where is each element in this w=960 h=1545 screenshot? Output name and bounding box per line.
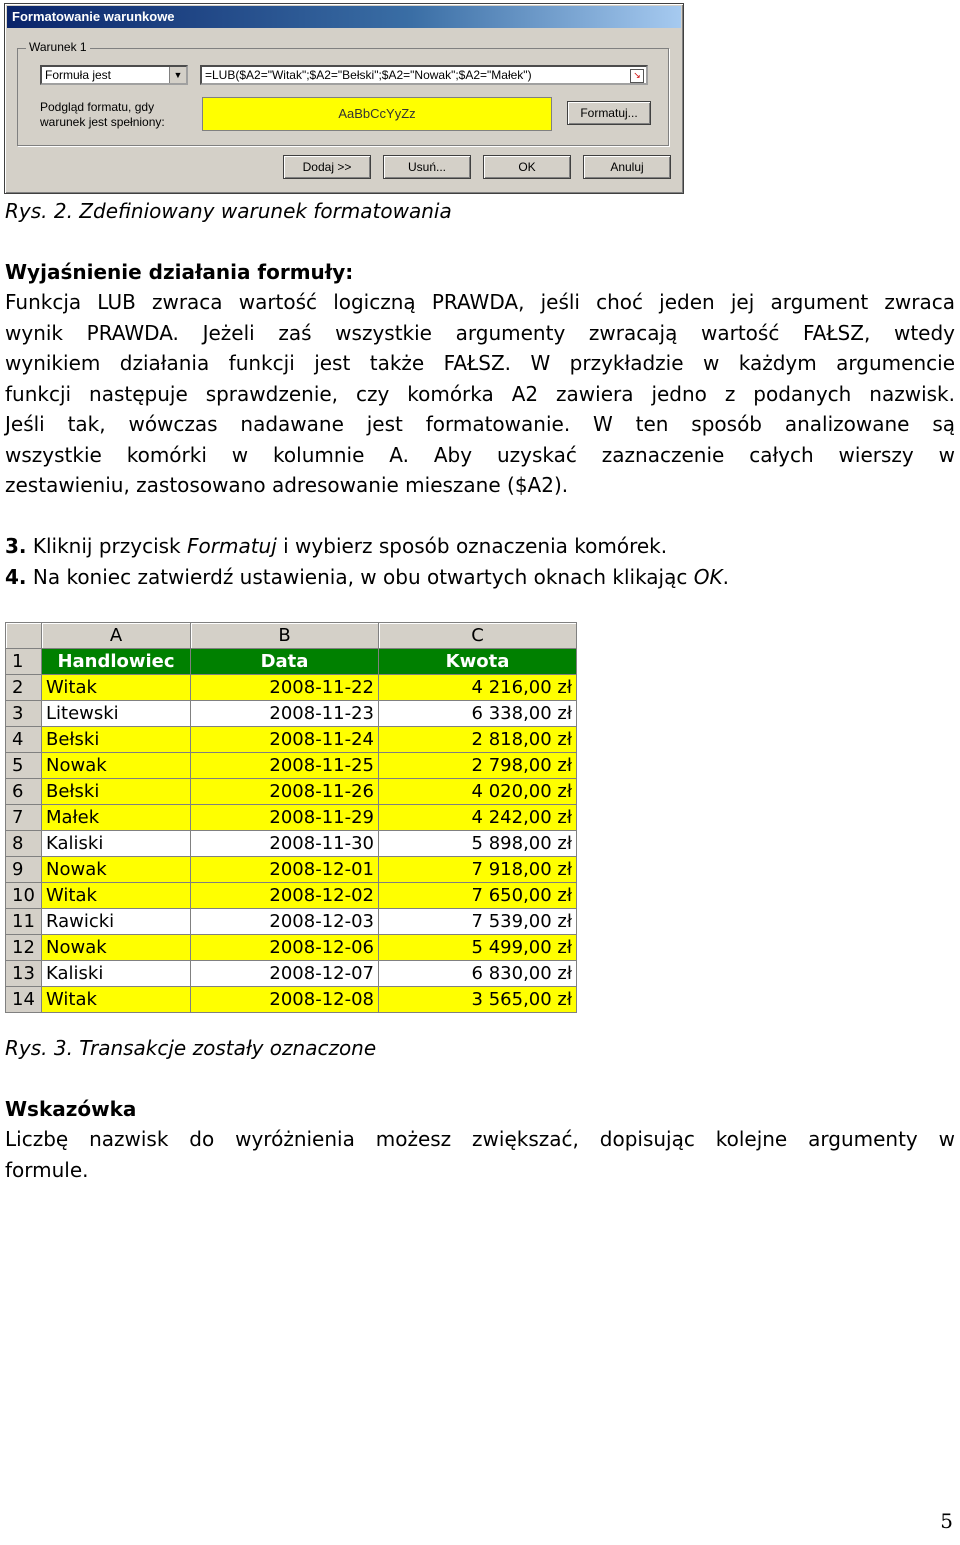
row-header[interactable]: 12 bbox=[6, 935, 42, 961]
row-header[interactable]: 3 bbox=[6, 701, 42, 727]
paragraph-line: funkcji następuje sprawdzenie, czy komórka A2 zawiera jedno z podanych nazwisk. bbox=[5, 381, 955, 406]
row-header[interactable]: 9 bbox=[6, 857, 42, 883]
amount-cell[interactable]: 7 650,00 zł bbox=[379, 883, 577, 909]
date-cell[interactable]: 2008-11-23 bbox=[191, 701, 379, 727]
select-all-corner[interactable] bbox=[6, 623, 42, 649]
table-row bbox=[6, 727, 577, 753]
step-text: Kliknij przycisk bbox=[26, 534, 187, 558]
name-cell[interactable]: Litewski bbox=[42, 701, 191, 727]
condition-group bbox=[17, 40, 669, 146]
paragraph-line: formule. bbox=[5, 1157, 89, 1182]
date-cell[interactable]: 2008-12-08 bbox=[191, 987, 379, 1013]
explanation-paragraph bbox=[5, 287, 955, 501]
amount-cell[interactable]: 7 539,00 zł bbox=[379, 909, 577, 935]
table-row bbox=[6, 961, 577, 987]
date-cell[interactable]: 2008-12-03 bbox=[191, 909, 379, 935]
table-row bbox=[6, 675, 577, 701]
step-number: 3. bbox=[5, 534, 27, 558]
name-cell[interactable]: Kaliski bbox=[42, 961, 191, 987]
preview-label-line2: warunek jest spełniony: bbox=[40, 115, 165, 129]
table-row bbox=[6, 909, 577, 935]
conditional-formatting-dialog bbox=[4, 3, 684, 194]
chevron-down-icon[interactable]: ▼ bbox=[169, 67, 186, 83]
name-cell[interactable]: Nowak bbox=[42, 935, 191, 961]
condition-type-value: Formuła jest bbox=[45, 68, 112, 82]
column-header[interactable]: B bbox=[191, 623, 379, 649]
date-cell[interactable]: 2008-12-01 bbox=[191, 857, 379, 883]
table-row bbox=[6, 753, 577, 779]
name-cell[interactable]: Nowak bbox=[42, 753, 191, 779]
steps-list bbox=[5, 531, 955, 592]
date-cell[interactable]: 2008-11-30 bbox=[191, 831, 379, 857]
row-header[interactable]: 13 bbox=[6, 961, 42, 987]
formula-input[interactable] bbox=[200, 65, 648, 85]
name-cell[interactable]: Małek bbox=[42, 805, 191, 831]
name-cell[interactable]: Rawicki bbox=[42, 909, 191, 935]
figure-caption-2: Rys. 2. Zdefiniowany warunek formatowania bbox=[5, 199, 452, 223]
name-cell[interactable]: Witak bbox=[42, 987, 191, 1013]
format-preview: AaBbCcYyZz bbox=[202, 97, 552, 131]
row-header[interactable]: 14 bbox=[6, 987, 42, 1013]
table-row bbox=[6, 805, 577, 831]
cancel-button[interactable]: Anuluj bbox=[583, 155, 671, 179]
column-header-row bbox=[6, 623, 577, 649]
row-header[interactable]: 1 bbox=[6, 649, 42, 675]
amount-cell[interactable]: 3 565,00 zł bbox=[379, 987, 577, 1013]
row-header[interactable]: 5 bbox=[6, 753, 42, 779]
amount-cell[interactable]: 6 338,00 zł bbox=[379, 701, 577, 727]
preview-label-line1: Podgląd formatu, gdy bbox=[40, 100, 155, 114]
paragraph-line: Jeśli tak, wówczas nadawane jest formatowanie. W ten sposób analizowane są bbox=[5, 412, 955, 436]
row-header[interactable]: 4 bbox=[6, 727, 42, 753]
amount-cell[interactable]: 7 918,00 zł bbox=[379, 857, 577, 883]
table-row bbox=[6, 701, 577, 727]
step-emphasis: Formatuj bbox=[187, 534, 277, 558]
paragraph-line: Funkcja LUB zwraca wartość logiczną PRAWDA, jeśli choć jeden jej argument zwraca bbox=[5, 290, 955, 314]
amount-cell[interactable]: 4 242,00 zł bbox=[379, 805, 577, 831]
step-emphasis: OK bbox=[693, 564, 723, 589]
date-cell[interactable]: 2008-11-29 bbox=[191, 805, 379, 831]
preview-label bbox=[40, 100, 200, 130]
paragraph-line: wynik PRAWDA. Jeżeli zaś wszystkie argumenty zwracają wartość FAŁSZ, wtedy bbox=[5, 320, 955, 345]
column-header[interactable]: C bbox=[379, 623, 577, 649]
step-number: 4. bbox=[5, 564, 27, 589]
tip-paragraph bbox=[5, 1124, 955, 1185]
condition-type-select[interactable] bbox=[40, 65, 188, 85]
amount-cell[interactable]: 6 830,00 zł bbox=[379, 961, 577, 987]
row-header[interactable]: 6 bbox=[6, 779, 42, 805]
header-cell[interactable]: Handlowiec bbox=[42, 649, 191, 675]
formula-value: =LUB($A2="Witak";$A2="Bełski";$A2="Nowak";$A2="Małek") bbox=[205, 68, 532, 82]
date-cell[interactable]: 2008-12-06 bbox=[191, 935, 379, 961]
ok-button[interactable]: OK bbox=[483, 155, 571, 179]
table-header-row bbox=[6, 649, 577, 675]
tip-heading: Wskazówka bbox=[5, 1097, 137, 1121]
amount-cell[interactable]: 2 798,00 zł bbox=[379, 753, 577, 779]
paragraph-line: zestawieniu, zastosowano adresowanie mieszane ($A2). bbox=[5, 473, 569, 497]
date-cell[interactable]: 2008-12-02 bbox=[191, 883, 379, 909]
date-cell[interactable]: 2008-11-24 bbox=[191, 727, 379, 753]
paragraph-line: wynikiem działania funkcji jest także FAŁSZ. W przykładzie w każdym argumencie bbox=[5, 351, 955, 375]
step-text: . bbox=[722, 564, 729, 589]
page-number: 5 bbox=[940, 1509, 953, 1533]
delete-button[interactable]: Usuń... bbox=[383, 155, 471, 179]
add-button[interactable]: Dodaj >> bbox=[283, 155, 371, 179]
dialog-title: Formatowanie warunkowe bbox=[7, 6, 681, 28]
date-cell[interactable]: 2008-12-07 bbox=[191, 961, 379, 987]
name-cell[interactable]: Nowak bbox=[42, 857, 191, 883]
row-header[interactable]: 10 bbox=[6, 883, 42, 909]
condition-group-label: Warunek 1 bbox=[26, 40, 90, 54]
format-button[interactable]: Formatuj... bbox=[567, 101, 651, 125]
row-header[interactable]: 7 bbox=[6, 805, 42, 831]
explanation-heading: Wyjaśnienie działania formuły: bbox=[5, 260, 354, 284]
amount-cell[interactable]: 2 818,00 zł bbox=[379, 727, 577, 753]
name-cell[interactable]: Kaliski bbox=[42, 831, 191, 857]
table-row bbox=[6, 883, 577, 909]
amount-cell[interactable]: 5 499,00 zł bbox=[379, 935, 577, 961]
table-row bbox=[6, 987, 577, 1013]
name-cell[interactable]: Bełski bbox=[42, 727, 191, 753]
table-row bbox=[6, 935, 577, 961]
step-3 bbox=[5, 531, 955, 562]
row-header[interactable]: 8 bbox=[6, 831, 42, 857]
step-text: Na koniec zatwierdź ustawienia, w obu otwartych oknach klikając bbox=[26, 564, 694, 589]
row-header[interactable]: 11 bbox=[6, 909, 42, 935]
range-select-icon[interactable]: ↘ bbox=[630, 69, 644, 83]
name-cell[interactable]: Bełski bbox=[42, 779, 191, 805]
amount-cell[interactable]: 5 898,00 zł bbox=[379, 831, 577, 857]
step-text: i wybierz sposób oznaczenia komórek. bbox=[276, 534, 668, 558]
amount-cell[interactable]: 4 020,00 zł bbox=[379, 779, 577, 805]
date-cell[interactable]: 2008-11-25 bbox=[191, 753, 379, 779]
date-cell[interactable]: 2008-11-22 bbox=[191, 675, 379, 701]
column-header[interactable]: A bbox=[42, 623, 191, 649]
amount-cell[interactable]: 4 216,00 zł bbox=[379, 675, 577, 701]
figure-caption-3: Rys. 3. Transakcje zostały oznaczone bbox=[5, 1036, 377, 1060]
table-row bbox=[6, 779, 577, 805]
paragraph-line: wszystkie komórki w kolumnie A. Aby uzyskać zaznaczenie całych wierszy w bbox=[5, 442, 955, 467]
header-cell[interactable]: Data bbox=[191, 649, 379, 675]
name-cell[interactable]: Witak bbox=[42, 675, 191, 701]
table-row bbox=[6, 857, 577, 883]
spreadsheet bbox=[5, 622, 577, 1013]
date-cell[interactable]: 2008-11-26 bbox=[191, 779, 379, 805]
name-cell[interactable]: Witak bbox=[42, 883, 191, 909]
step-4 bbox=[5, 562, 955, 593]
row-header[interactable]: 2 bbox=[6, 675, 42, 701]
header-cell[interactable]: Kwota bbox=[379, 649, 577, 675]
table-row bbox=[6, 831, 577, 857]
paragraph-line: Liczbę nazwisk do wyróżnienia możesz zwiększać, dopisując kolejne argumenty w bbox=[5, 1127, 955, 1151]
